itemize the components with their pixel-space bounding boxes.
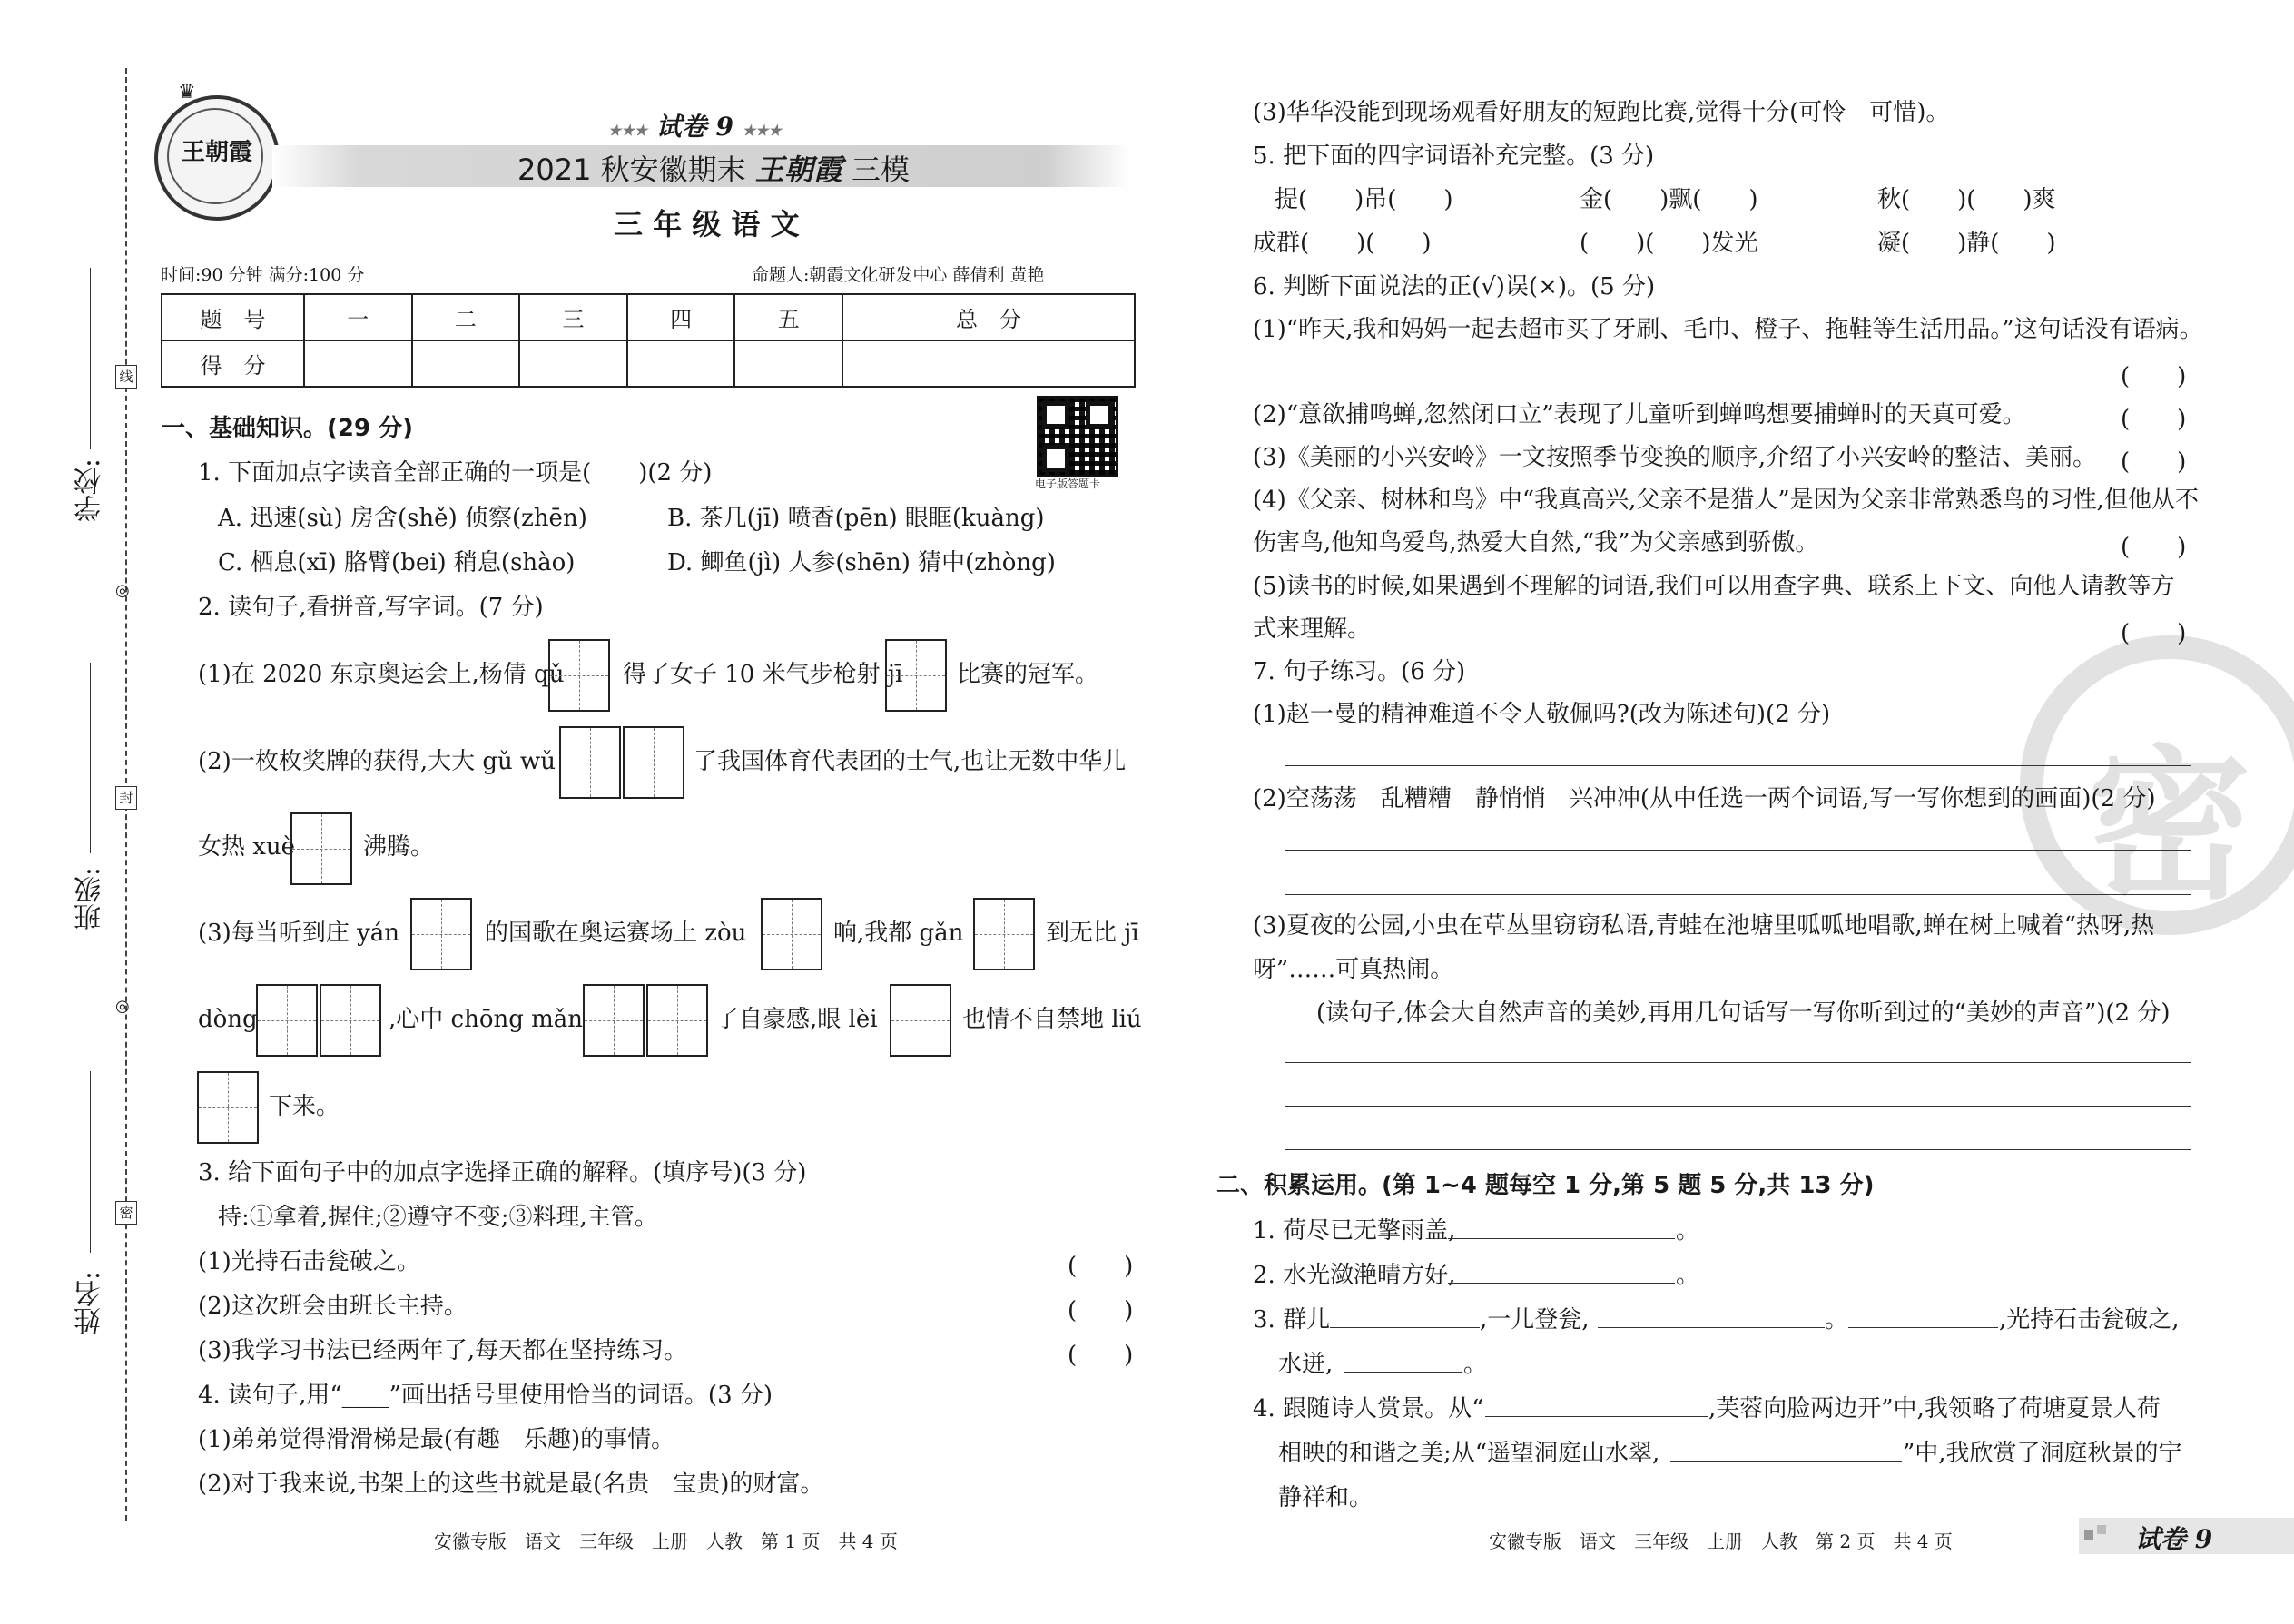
q3-item-2: (2)这次班会由班长主持。 — [198, 1293, 468, 1320]
answer-line[interactable] — [1285, 1062, 2191, 1063]
answer-line[interactable] — [1285, 850, 2191, 851]
answer-line[interactable] — [1330, 1327, 1480, 1328]
answer-line[interactable] — [1485, 1416, 1708, 1417]
answer-paren[interactable]: ( ) — [2121, 363, 2187, 390]
time-score-info: 时间:90 分钟 满分:100 分 — [161, 265, 365, 285]
answer-line[interactable] — [1448, 1283, 1675, 1284]
class-blank[interactable] — [90, 663, 91, 853]
answer-line[interactable] — [1285, 765, 2191, 766]
q6-item-2: (2)“意欲捕鸣蝉,忽然闭口立”表现了儿童听到蝉鸣想要捕蝉时的天真可爱。 — [1253, 401, 2026, 428]
score-table — [161, 293, 1136, 388]
score-cell: 总 分 — [842, 294, 1135, 340]
s2-q3-text-b: ,一儿登瓮, — [1480, 1306, 1590, 1334]
s2-q4-text-c: 相映的和谐之美;从“遥望洞庭山水翠, — [1278, 1440, 1660, 1467]
q4-item-3[interactable]: (3)华华没能到现场观看好朋友的短跑比赛,觉得十分(可怜 可惜)。 — [1253, 99, 1950, 126]
q2-3-text-h: 也情不自禁地 liú — [962, 1006, 1142, 1033]
tianzi-box[interactable] — [885, 639, 947, 712]
score-entry-cell[interactable] — [627, 340, 735, 387]
s2-q3-text-d: ,光持石击瓮破之, — [1999, 1306, 2180, 1334]
q6-item-5a: (5)读书的时候,如果遇到不理解的词语,我们可以用查字典、联系上下文、向他人请教等方 — [1253, 573, 2175, 600]
seal-box-mid: 封 — [115, 786, 137, 810]
q2-3-text-g: 了自豪感,眼 lèi — [715, 1006, 878, 1033]
q2-3-text-b: 的国歌在奥运赛场上 zòu — [485, 920, 747, 947]
answer-paren[interactable]: ( ) — [2121, 406, 2187, 433]
tianzi-box[interactable] — [623, 726, 684, 799]
qr-caption: 电子版答题卡 — [1035, 477, 1101, 490]
q5-blank[interactable]: 提( )吊( ) — [1275, 186, 1453, 213]
q1-option-b[interactable]: B. 茶几(jī) 喷香(pēn) 眼眶(kuàng) — [667, 505, 1045, 532]
answer-paren[interactable]: ( ) — [1068, 1342, 1134, 1369]
section-1-heading: 一、基础知识。(29 分) — [162, 415, 413, 442]
s2-q4-text-d: ”中,我欣赏了洞庭秋景的宁 — [1903, 1440, 2182, 1467]
answer-line[interactable] — [1344, 1372, 1462, 1373]
q7-item-2: (2)空荡荡 乱糟糟 静悄悄 兴冲冲(从中任选一两个词语,写一写你想到的画面)(2 分) — [1253, 785, 2156, 812]
section-2-heading: 二、积累运用。(第 1~4 题每空 1 分,第 5 题 5 分,共 13 分) — [1216, 1172, 1875, 1199]
s2-q4-text-e: 静祥和。 — [1278, 1484, 1373, 1511]
paper-tab-label: 试卷 9 — [2135, 1524, 2213, 1554]
s2-q2-end: 。 — [1676, 1262, 1700, 1289]
q2-3-text-c: 响,我都 gǎn — [833, 920, 964, 947]
tianzi-box[interactable] — [197, 1071, 259, 1144]
q4-item-1[interactable]: (1)弟弟觉得滑滑梯是最(有趣 乐趣)的事情。 — [198, 1426, 675, 1453]
tianzi-box[interactable] — [583, 984, 645, 1057]
answer-line[interactable] — [1448, 1238, 1675, 1239]
q2-2-text-c: 女热 xuè — [198, 833, 296, 861]
q7-item-3c: (读句子,体会大自然声音的美妙,再用几句话写一写你听到过的“美妙的声音”)(2 分) — [1316, 999, 2171, 1027]
q4-stem: 4. 读句子,用“____”画出括号里使用恰当的词语。(3 分) — [198, 1382, 773, 1409]
seal-box-top: 线 — [115, 365, 137, 389]
q5-blank[interactable]: 金( )飘( ) — [1580, 186, 1758, 213]
score-cell: 二 — [412, 294, 520, 340]
tianzi-box[interactable] — [256, 984, 318, 1057]
s2-q2-text: 2. 水光潋滟晴方好, — [1253, 1262, 1456, 1289]
q5-stem: 5. 把下面的四字词语补充完整。(3 分) — [1253, 143, 1655, 170]
score-table-score-row — [162, 340, 1135, 387]
q5-blank[interactable]: ( )( )发光 — [1580, 230, 1758, 257]
q7-stem: 7. 句子练习。(6 分) — [1253, 658, 1466, 685]
q2-2-text-a: (2)一枚枚奖牌的获得,大大 gǔ wǔ — [198, 748, 556, 775]
q3-stem: 3. 给下面句子中的加点字选择正确的解释。(填序号)(3 分) — [198, 1159, 807, 1186]
answer-line[interactable] — [1848, 1327, 1998, 1328]
confidential-stamp: 密 — [2020, 635, 2294, 935]
q2-3-text-e: dòng — [198, 1006, 258, 1033]
brand-logo: 王朝霞 ♛ — [154, 95, 280, 221]
score-entry-cell[interactable] — [734, 340, 842, 387]
q1-option-a[interactable]: A. 迅速(sù) 房舍(shě) 侦察(zhēn) — [218, 505, 587, 532]
score-cell: 得 分 — [162, 340, 304, 387]
score-cell: 一 — [304, 294, 412, 340]
answer-line[interactable] — [1285, 894, 2191, 895]
authors-info: 命题人:朝霞文化研发中心 薛倩利 黄艳 — [752, 265, 1045, 285]
tianzi-box[interactable] — [559, 726, 621, 799]
q6-stem: 6. 判断下面说法的正(√)误(×)。(5 分) — [1253, 273, 1656, 300]
s2-q3-text-e: 水迸, — [1278, 1351, 1334, 1378]
tianzi-box[interactable] — [320, 984, 381, 1057]
footer-page-1: 安徽专版 语文 三年级 上册 人教 第 1 页 共 4 页 — [434, 1530, 898, 1552]
answer-paren[interactable]: ( ) — [2121, 620, 2187, 647]
q6-item-1: (1)“昨天,我和妈妈一起去超市买了牙刷、毛巾、橙子、拖鞋等生活用品。”这句话没有语病。 — [1253, 316, 2203, 343]
tianzi-box[interactable] — [410, 898, 472, 970]
tianzi-box[interactable] — [290, 812, 352, 885]
school-label: 学校: — [74, 458, 106, 523]
paper-tab — [2079, 1518, 2294, 1554]
answer-paren[interactable]: ( ) — [2121, 534, 2187, 561]
q3-item-3: (3)我学习书法已经两年了,每天都在坚持练习。 — [198, 1337, 688, 1364]
q1-stem: 1. 下面加点字读音全部正确的一项是( )(2 分) — [198, 459, 713, 487]
seal-ornament-2-icon: ◎ — [115, 997, 130, 1016]
footer-page-2: 安徽专版 语文 三年级 上册 人教 第 2 页 共 4 页 — [1489, 1530, 1953, 1552]
exam-title: 2021 秋安徽期末 王朝霞 三模 — [517, 153, 910, 187]
score-entry-cell[interactable] — [519, 340, 627, 387]
q6-item-4a: (4)《父亲、树林和鸟》中“我真高兴,父亲不是猎人”是因为父亲非常熟悉鸟的习性,但他从不 — [1253, 487, 2199, 514]
subject-title: 三 年 级 语 文 — [614, 207, 800, 241]
q3-definitions: 持:①拿着,握住;②遵守不变;③料理,主管。 — [218, 1204, 658, 1231]
score-entry-cell[interactable] — [842, 340, 1135, 387]
answer-line[interactable] — [1285, 1106, 2191, 1107]
score-cell: 题 号 — [162, 294, 304, 340]
q6-item-3: (3)《美丽的小兴安岭》一文按照季节变换的顺序,介绍了小兴安岭的整洁、美丽。 — [1253, 444, 2097, 471]
score-cell: 四 — [627, 294, 735, 340]
q1-option-d[interactable]: D. 鲫鱼(jì) 人参(shēn) 猜中(zhòng) — [667, 549, 1056, 576]
seal-box-bottom: 密 — [115, 1201, 137, 1225]
q6-item-5b: 式来理解。 — [1253, 615, 1372, 643]
q7-item-3b: 呀”……可真热闹。 — [1253, 956, 1454, 983]
tianzi-box[interactable] — [973, 898, 1035, 970]
name-blank[interactable] — [90, 1071, 91, 1253]
q2-2-text-d: 沸腾。 — [363, 833, 435, 861]
s2-q1-text: 1. 荷尽已无擎雨盖, — [1253, 1217, 1456, 1245]
q2-3-text-d: 到无比 jī — [1046, 920, 1139, 947]
q4-item-2[interactable]: (2)对于我来说,书架上的这些书就是最(名贵 宝贵)的财富。 — [198, 1471, 824, 1498]
s2-q4-text-a: 4. 跟随诗人赏景。从“ — [1253, 1395, 1484, 1422]
tianzi-box[interactable] — [646, 984, 708, 1057]
class-label: 班级: — [74, 867, 106, 931]
q2-1-text-b: 得了女子 10 米气步枪射 jī — [623, 661, 903, 688]
answer-paren[interactable]: ( ) — [2121, 448, 2187, 476]
paper-number: ★★★ 试卷 9 ★★★ — [608, 112, 782, 142]
q2-1-text-c: 比赛的冠军。 — [957, 661, 1099, 688]
tianzi-box[interactable] — [761, 898, 822, 970]
score-table-header-row — [162, 294, 1135, 340]
score-cell: 五 — [734, 294, 842, 340]
logo-text: 王朝霞 — [181, 139, 252, 166]
s2-q1-end: 。 — [1676, 1217, 1700, 1245]
q1-option-c[interactable]: C. 栖息(xī) 胳臂(bei) 稍息(shào) — [218, 549, 576, 576]
answer-line[interactable] — [1285, 1149, 2191, 1150]
q5-blank[interactable]: 秋( )( )爽 — [1877, 186, 2056, 213]
q2-3-text-i: 下来。 — [269, 1093, 340, 1120]
seal-ornament-1-icon: ◎ — [115, 581, 130, 600]
answer-line[interactable] — [1598, 1327, 1825, 1328]
answer-paren[interactable]: ( ) — [1068, 1253, 1134, 1280]
s2-q3-text-f: 。 — [1463, 1351, 1488, 1378]
qr-code-icon[interactable] — [1037, 396, 1118, 477]
s2-q4-text-b: ,芙蓉向脸两边开”中,我领略了荷塘夏景人荷 — [1708, 1395, 2161, 1422]
answer-line[interactable] — [1670, 1461, 1902, 1462]
q2-3-text-a: (3)每当听到庄 yán — [198, 920, 400, 947]
q2-stem: 2. 读句子,看拼音,写字词。(7 分) — [198, 594, 544, 621]
s2-q3-text-c: 。 — [1825, 1306, 1849, 1334]
q6-item-4b: 伤害鸟,他知鸟爱鸟,热爱大自然,“我”为父亲感到骄傲。 — [1253, 529, 1819, 556]
q2-2-text-b: 了我国体育代表团的士气,也让无数中华儿 — [694, 748, 1127, 775]
tianzi-box[interactable] — [890, 984, 951, 1057]
score-cell: 三 — [519, 294, 627, 340]
q7-item-1: (1)赵一曼的精神难道不令人敬佩吗?(改为陈述句)(2 分) — [1253, 701, 1831, 728]
q5-blank[interactable]: 成群( )( ) — [1253, 230, 1432, 257]
q3-item-1: (1)光持石击瓮破之。 — [198, 1248, 420, 1275]
q5-blank[interactable]: 凝( )静( ) — [1877, 230, 2056, 257]
score-entry-cell[interactable] — [304, 340, 412, 387]
q2-3-text-f: ,心中 chōng mǎn — [389, 1006, 584, 1033]
name-label: 姓名: — [74, 1271, 106, 1335]
score-entry-cell[interactable] — [412, 340, 520, 387]
school-blank[interactable] — [90, 268, 91, 449]
q7-item-3a: (3)夏夜的公园,小虫在草丛里窃窃私语,青蛙在池塘里呱呱地唱歌,蝉在树上喊着“热呀,热 — [1253, 912, 2155, 940]
answer-paren[interactable]: ( ) — [1068, 1297, 1134, 1324]
s2-q3-text-a: 3. 群儿 — [1253, 1306, 1331, 1334]
tianzi-box[interactable] — [548, 639, 610, 712]
q2-1-text-a: (1)在 2020 东京奥运会上,杨倩 qǔ — [198, 661, 565, 688]
